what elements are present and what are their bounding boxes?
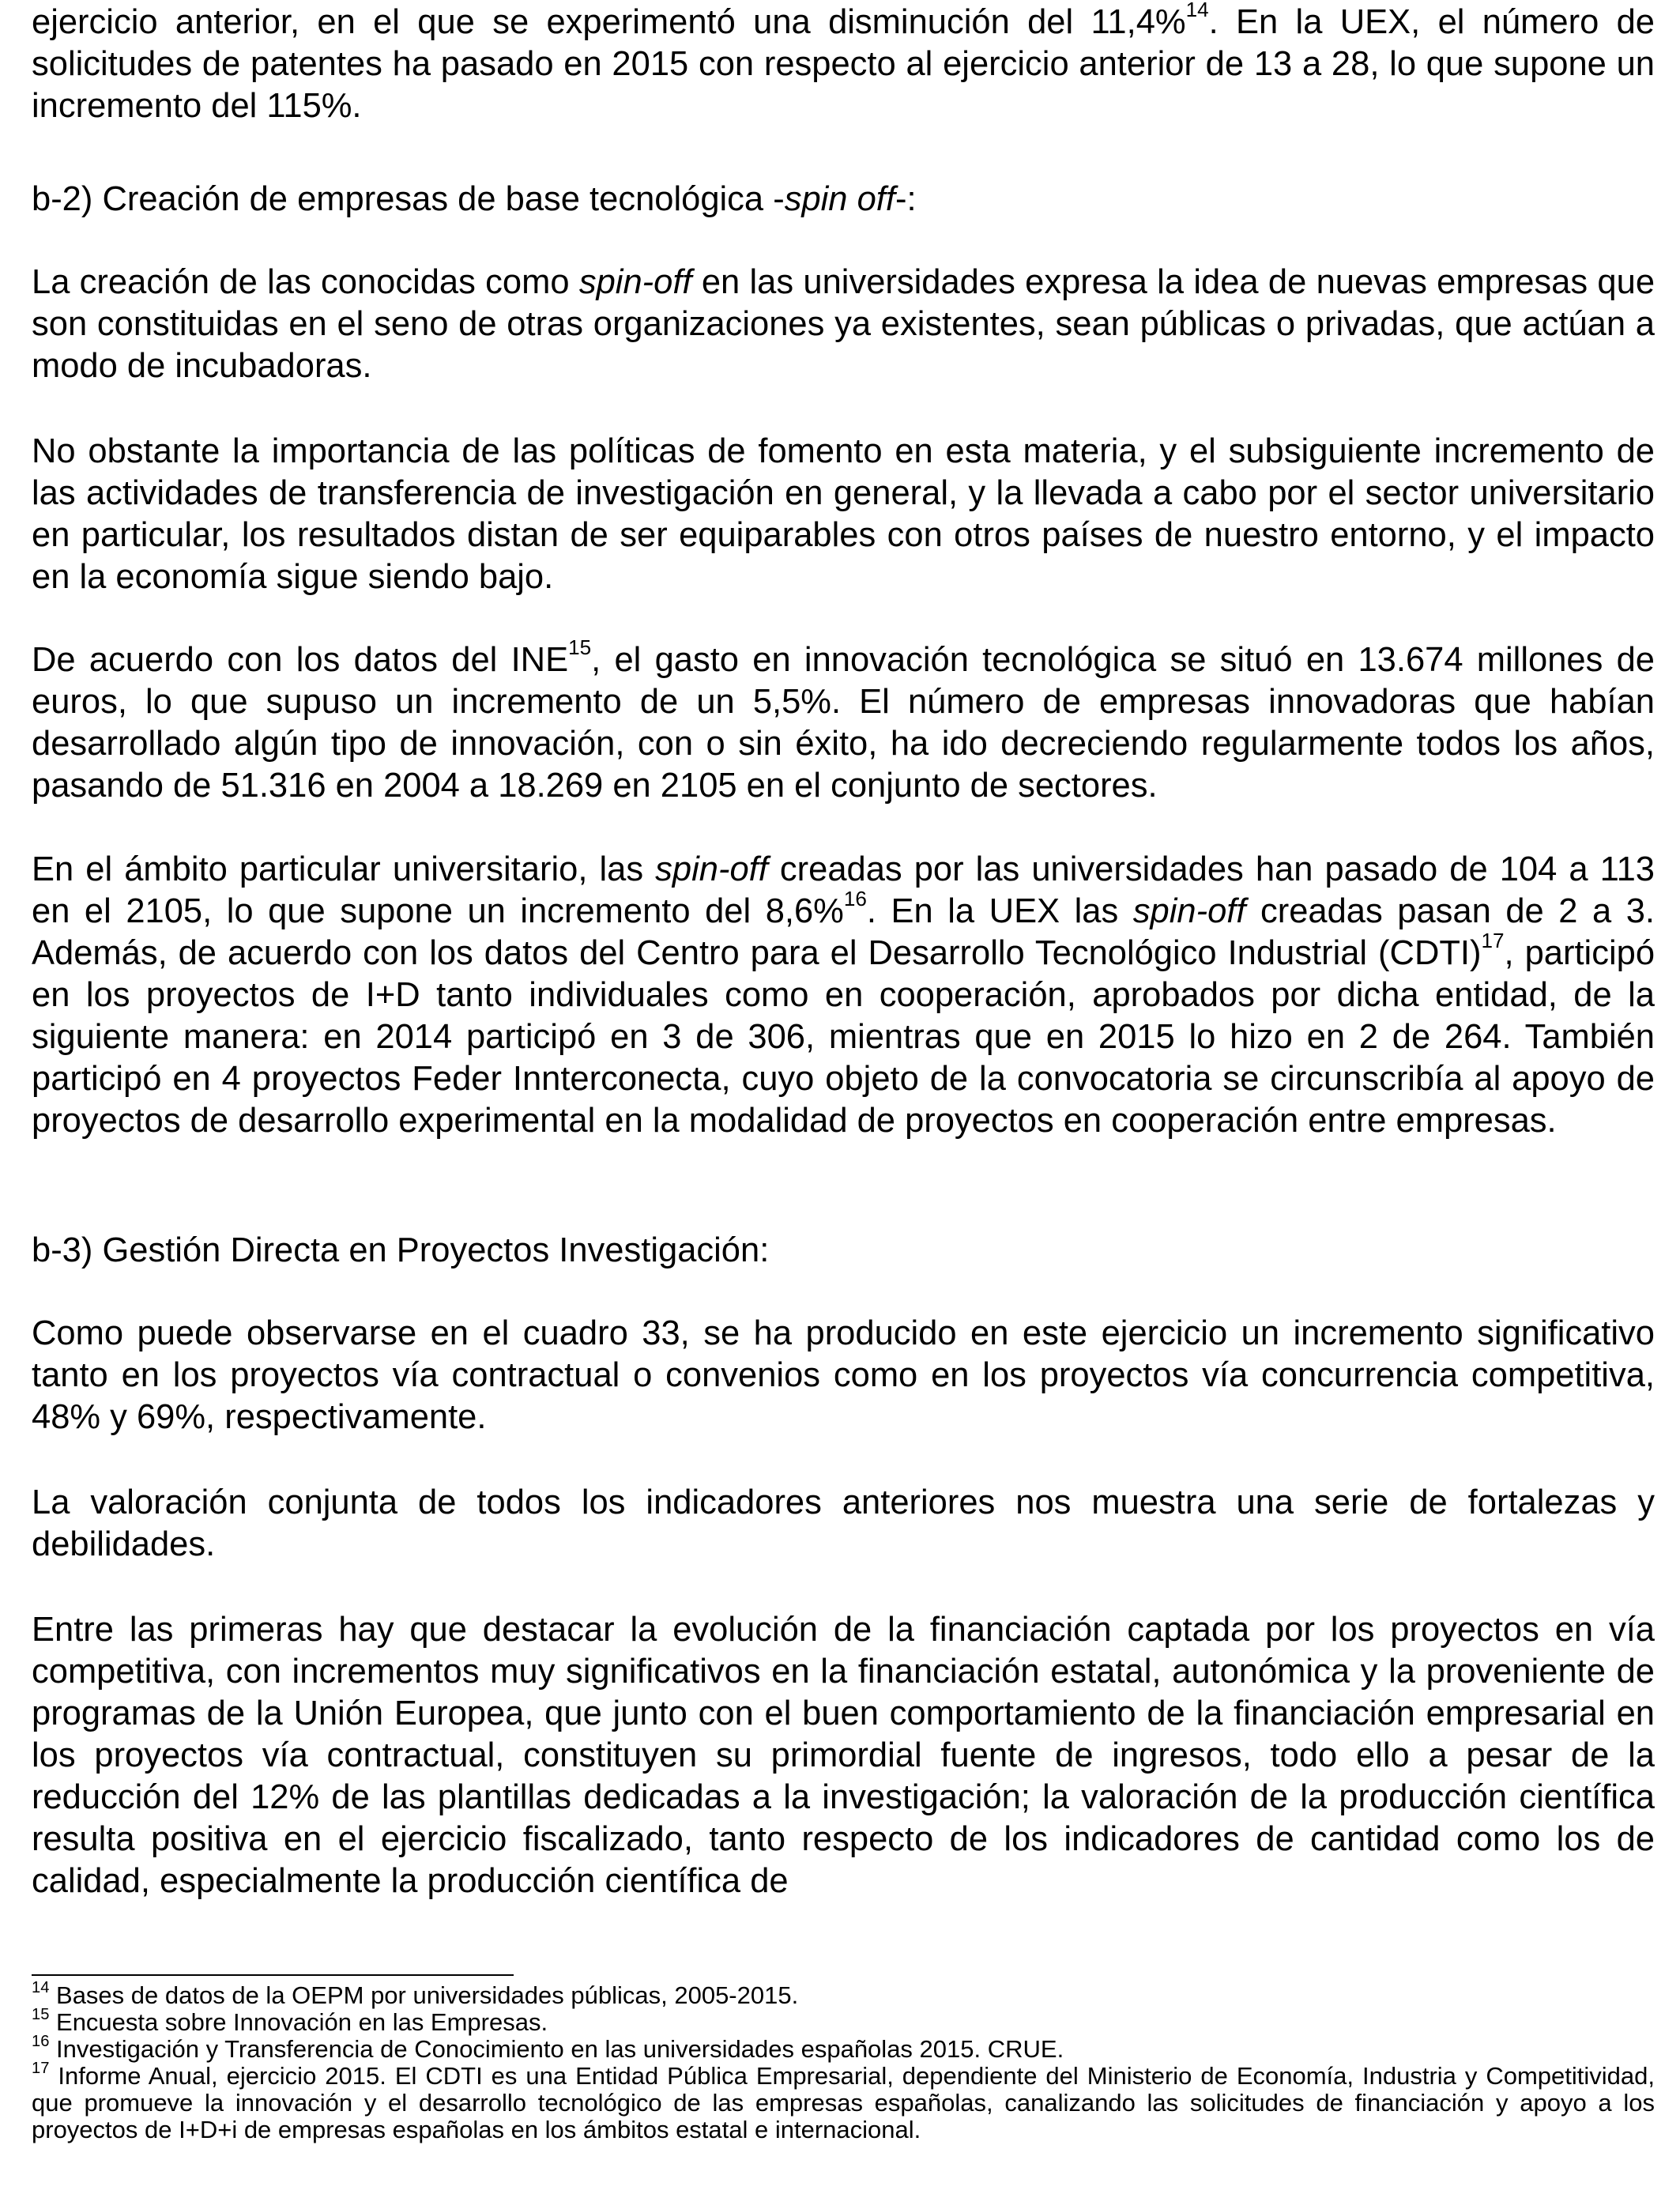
footnote-text: Encuesta sobre Innovación en las Empresas.	[49, 2008, 548, 2036]
text-run: , el gasto en innovación tecnológica se situó en 13.674 millones de euros, lo que supuso un incremento de un 5,5%. El número de empresas innovadoras que habían desarrollado algún tipo de innovación, con o sin éxito, ha ido decreciendo regularmente todos los años, pasando de 51.316 en 2004 a 18.269 en 2105 en el conjunto de sectores.	[32, 641, 1655, 805]
footnote-reference: 15	[568, 635, 592, 660]
footnote-15	[32, 2005, 1655, 2036]
text-run: De acuerdo con los datos del INE	[32, 641, 569, 679]
heading-b2-spin-off	[32, 179, 1655, 221]
footnote-16	[32, 2032, 1655, 2063]
footnote-number: 16	[32, 2032, 50, 2050]
text-run: . En la UEX, el número de solicitudes de patentes ha pasado en 2015 con respecto al ejercicio anterior de 13 a 28, lo que supone un incremento del 115%.	[32, 3, 1655, 125]
footnote-17	[32, 2059, 1655, 2143]
text-run: . En la UEX las	[866, 892, 1133, 930]
text-run: -:	[895, 180, 917, 218]
heading-b3-gestion-directa	[32, 1230, 1655, 1272]
text-run: creadas pasan de 2 a 3. Además, de acuerdo con los datos del Centro para el Desarrollo Tecnológico Industrial (CDTI)	[32, 892, 1655, 972]
footnote-number: 15	[32, 2005, 50, 2023]
text-run: Como puede observarse en el cuadro 33, se ha producido en este ejercicio un incremento significativo tanto en los proyectos vía contractual o convenios como en los proyectos vía concurrencia competitiva, 48% y 69%, respectivamente.	[32, 1314, 1655, 1436]
text-run: En el ámbito particular universitario, las	[32, 850, 656, 888]
paragraph-politicas-fomento	[32, 431, 1655, 598]
italic-term: spin-off	[1132, 892, 1246, 930]
text-run: b-3) Gestión Directa en Proyectos Investigación:	[32, 1231, 770, 1269]
footnote-text: Bases de datos de la OEPM por universidades públicas, 2005-2015.	[49, 1981, 799, 2009]
text-run: No obstante la importancia de las políticas de fomento en esta materia, y el subsiguiente incremento de las actividades de transferencia de investigación en general, y la llevada a cabo por el sector universitario en particular, los resultados distan de ser equiparables con otros países de nuestro entorno, y el impacto en la economía sigue siendo bajo.	[32, 432, 1655, 596]
text-run: creadas por las universidades han pasado de 104 a 113 en el 2105, lo que supone un incremento del 8,6%	[32, 850, 1655, 930]
text-run: La creación de las conocidas como	[32, 263, 579, 301]
text-run: b-2) Creación de empresas de base tecnológica -	[32, 180, 785, 218]
footnote-number: 14	[32, 1978, 50, 1996]
footnote-text: Investigación y Transferencia de Conocimiento en las universidades españolas 2015. CRUE.	[49, 2035, 1064, 2063]
text-run: La valoración conjunta de todos los indicadores anteriores nos muestra una serie de fortalezas y debilidades.	[32, 1483, 1655, 1563]
paragraph-valoracion-conjunta	[32, 1482, 1655, 1566]
footnote-text: Informe Anual, ejercicio 2015. El CDTI es una Entidad Pública Empresarial, dependiente del Ministerio de Economía, Industria y Competitividad, que promueve la innovación y el desarrollo tecnológico de las empresas españolas, canalizando las solicitudes de financiación y apoyo a los proyectos de I+D+i de empresas españolas en los ámbitos estatal e internacional.	[32, 2062, 1655, 2143]
footnote-reference: 16	[843, 887, 867, 911]
footnote-14	[32, 1978, 1655, 2009]
text-run: Entre las primeras hay que destacar la evolución de la financiación captada por los proyectos en vía competitiva, con incrementos muy significativos en la financiación estatal, autonómica y la proveniente de programas de la Unión Europea, que junto con el buen comportamiento de la financiación empresarial en los proyectos vía contractual, constituyen su primordial fuente de ingresos, todo ello a pesar de la reducción del 12% de las plantillas dedicadas a la investigación; la valoración de la producción científica resulta positiva en el ejercicio fiscalizado, tanto respecto de los indicadores de cantidad como los de calidad, especialmente la producción científica de	[32, 1611, 1655, 1900]
footnote-reference: 17	[1481, 929, 1505, 953]
italic-term: spin-off	[578, 263, 692, 301]
paragraph-spin-off-definition	[32, 262, 1655, 387]
italic-term: spin-off	[655, 850, 768, 888]
text-run: en las universidades expresa la idea de nuevas empresas que son constituidas en el seno de otras organizaciones ya existentes, sean públicas o privadas, que actúan a modo de incubadoras.	[32, 263, 1656, 385]
paragraph-datos-ine	[32, 635, 1655, 807]
text-run: , participó en los proyectos de I+D tanto individuales como en cooperación, aprobados por dicha entidad, de la siguiente manera: en 2014 participó en 3 de 306, mientras que en 2015 lo hizo en 2 de 264. También participó en 4 proyectos Feder Innterconecta, cuyo objeto de la convocatoria se circunscribía al apoyo de proyectos de desarrollo experimental en la modalidad de proyectos en cooperación entre empresas.	[32, 934, 1656, 1140]
paragraph-fortalezas	[32, 1609, 1655, 1902]
text-run: ejercicio anterior, en el que se experimentó una disminución del 11,4%	[32, 3, 1186, 41]
paragraph-cuadro-33	[32, 1313, 1655, 1438]
paragraph-ambito-universitario	[32, 849, 1655, 1142]
italic-term: spin off	[784, 180, 895, 218]
footnote-reference: 14	[1185, 0, 1209, 22]
footnote-number: 17	[32, 2059, 50, 2077]
paragraph-patentes	[32, 2, 1655, 127]
footnote-separator	[32, 1974, 514, 1976]
